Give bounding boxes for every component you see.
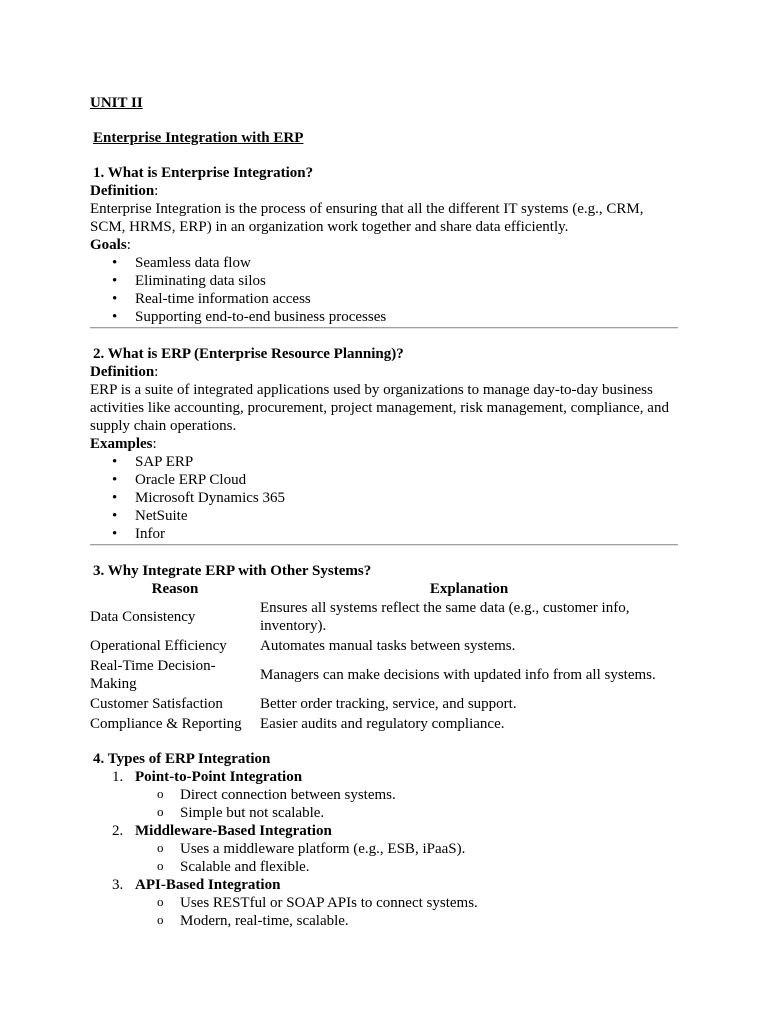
explanation-cell: Easier audits and regulatory compliance. — [260, 716, 505, 732]
table-row — [90, 636, 678, 656]
section-2-definition-label: Definition: — [90, 364, 159, 380]
section-4-title: 4. Types of ERP Integration — [93, 751, 271, 767]
list-item: 3. API-Based Integration o Uses RESTful or SOAP APIs to connect systems. o Modern, real-time, scalable. — [90, 876, 678, 930]
examples-list — [90, 453, 678, 543]
list-item: • Infor — [112, 526, 165, 542]
reasons-table — [90, 580, 678, 734]
table-row — [90, 656, 678, 694]
explanation-cell: Ensures all systems reflect the same data (e.g., customer info, inventory). — [260, 600, 630, 634]
list-item: o Uses RESTful or SOAP APIs to connect systems. — [157, 894, 478, 911]
column-header-reason: Reason — [151, 581, 199, 597]
list-item: • SAP ERP — [112, 454, 194, 470]
reason-cell: Compliance & Reporting — [90, 716, 242, 732]
goals-list — [90, 254, 678, 326]
list-item: 2. Middleware-Based Integration o Uses a middleware platform (e.g., ESB, iPaaS). o Scalable and flexible. — [90, 822, 678, 876]
section-1-goals-label: Goals: — [90, 237, 131, 253]
list-item: o Modern, real-time, scalable. — [157, 912, 349, 929]
list-item: • Supporting end-to-end business processes — [112, 309, 387, 325]
list-item: • NetSuite — [112, 508, 188, 524]
section-2-examples-label: Examples: — [90, 436, 157, 452]
section-2-title: 2. What is ERP (Enterprise Resource Planning)? — [93, 346, 404, 362]
list-item: • Oracle ERP Cloud — [112, 472, 247, 488]
reason-cell: Customer Satisfaction — [90, 696, 223, 712]
list-item: • Seamless data flow — [112, 255, 251, 271]
explanation-cell: Managers can make decisions with updated info from all systems. — [260, 667, 656, 683]
reason-cell: Data Consistency — [90, 609, 196, 625]
list-item: • Real-time information access — [112, 291, 311, 307]
list-item: 1. Point-to-Point Integration o Direct connection between systems. o Simple but not scalable. — [90, 768, 678, 822]
list-item: • Eliminating data silos — [112, 273, 266, 289]
column-header-explanation: Explanation — [429, 581, 509, 597]
table-row — [90, 598, 678, 636]
section-1-definition-label: Definition: — [90, 183, 159, 199]
list-item: o Direct connection between systems. — [157, 786, 396, 803]
table-row — [90, 714, 678, 734]
list-item: o Simple but not scalable. — [157, 804, 325, 821]
section-3-title: 3. Why Integrate ERP with Other Systems? — [93, 563, 372, 579]
list-item: o Uses a middleware platform (e.g., ESB, iPaaS). — [157, 840, 466, 857]
section-2-definition-text: ERP is a suite of integrated applications used by organizations to manage day-to-day business activities like accounting, procurement, project management, risk management, compliance, and supply chain operations. — [90, 382, 669, 434]
reason-cell: Operational Efficiency — [90, 638, 227, 654]
integration-types-list — [90, 768, 678, 930]
main-heading: Enterprise Integration with ERP — [93, 130, 304, 146]
explanation-cell: Automates manual tasks between systems. — [260, 638, 516, 654]
reason-cell: Real-Time Decision-Making — [90, 658, 216, 692]
section-1-definition-text: Enterprise Integration is the process of ensuring that all the different IT systems (e.g., CRM, SCM, HRMS, ERP) in an organization work together and share data efficiently. — [90, 201, 644, 235]
list-item: • Microsoft Dynamics 365 — [112, 490, 285, 506]
unit-title: UNIT II — [90, 95, 143, 111]
document-page — [90, 94, 678, 930]
section-1-title: 1. What is Enterprise Integration? — [93, 165, 314, 181]
table-row — [90, 694, 678, 714]
explanation-cell: Better order tracking, service, and support. — [260, 696, 517, 712]
list-item: o Scalable and flexible. — [157, 858, 310, 875]
table-header-row — [90, 580, 678, 598]
